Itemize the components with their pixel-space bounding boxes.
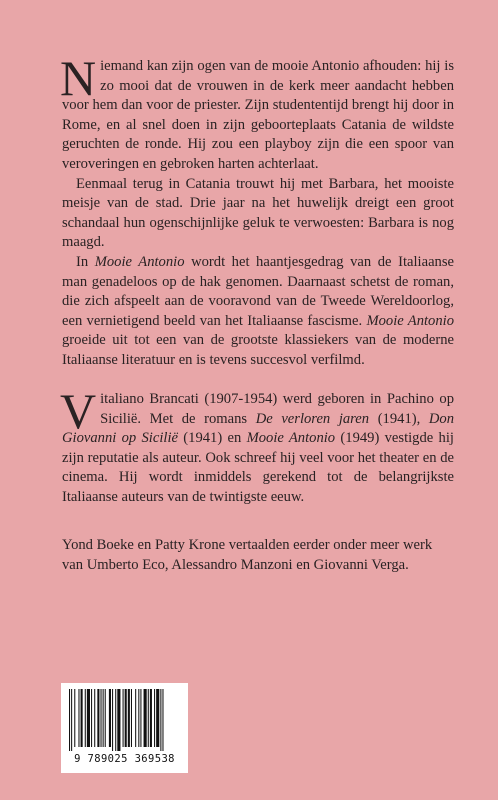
barcode-bar — [71, 689, 72, 751]
barcode-bar — [91, 689, 92, 747]
barcode-bar — [154, 689, 155, 747]
book-title-italic: Mooie Antonio — [366, 312, 454, 329]
barcode-bar — [135, 689, 136, 747]
translators-note — [62, 536, 454, 575]
barcode-bar — [131, 689, 132, 747]
author-text-d: (1949) vestigde hij zijn reputatie als auteur. Ook schreef hij veel voor het theater en de cinema. Hij wordt inmiddels gerekend tot de belangrijkste Italiaanse auteurs van de twintigste eeuw. — [62, 430, 454, 505]
barcode-bar — [105, 689, 106, 747]
barcode-bar — [112, 689, 113, 751]
barcode-bar — [97, 689, 99, 747]
barcode-bar — [150, 689, 152, 747]
barcode-bar — [87, 689, 90, 747]
barcode-bar — [81, 689, 83, 747]
barcode-bar — [125, 689, 127, 747]
drop-cap-n: N — [60, 50, 97, 106]
author-paragraph — [60, 383, 454, 508]
barcode-bar — [160, 689, 161, 751]
author-text-b: (1941), — [369, 410, 429, 427]
barcode-bar — [128, 689, 130, 747]
barcode-bar — [94, 689, 95, 747]
barcode-bar — [85, 689, 86, 747]
translators-text: Yond Boeke en Patty Krone vertaalden eerder onder meer werk van Umberto Eco, Alessandro Manzoni en Giovanni Verga. — [62, 537, 433, 573]
drop-cap-v: V — [60, 383, 97, 439]
blurb-p3-a: In — [76, 253, 95, 270]
barcode-bar — [101, 689, 102, 747]
title-mooie-antonio: Mooie Antonio — [246, 430, 336, 447]
book-title-italic: Mooie Antonio — [94, 253, 185, 270]
barcode-bar — [138, 689, 139, 747]
blurb-text — [60, 50, 454, 371]
blurb-p3-c: groeide uit tot een van de grootste klassiekers van de moderne Italiaanse literatuur en is tevens succesvol verfilmd. — [62, 332, 454, 368]
barcode-bar — [144, 689, 147, 747]
blurb-paragraph-1-text: iemand kan zijn ogen van de mooie Antonio afhouden: hij is zo mooi dat de vrouwen in de kerk meer aandacht hebben voor hem dan voor de priester. Zijn studententijd brengt hij door in Rome, en al snel doen in zijn geboorteplaats Catania de wildste geruchten de ronde. Hij zou een playboy zijn die een spoor van veroveringen en gebroken harten achterlaat. — [62, 58, 454, 172]
barcode-bar — [140, 689, 141, 747]
barcode-bar — [162, 689, 163, 751]
author-bio — [60, 383, 454, 508]
blurb-paragraph-2: Eenmaal terug in Catania trouwt hij met Barbara, het mooiste meisje van de stad. Drie jaar na het huwelijk dreigt een groot schandaal hun ogenschijnlijke geluk te verwoesten: Barbara is nog maagd. — [62, 175, 454, 251]
blurb-paragraph-3 — [62, 253, 454, 371]
author-text-c: (1941) en — [177, 430, 247, 447]
barcode-bar — [115, 689, 116, 751]
isbn-barcode — [61, 683, 188, 773]
title-don-giovanni: Don Giovanni op Sicilië — [62, 410, 454, 447]
barcode-bar — [123, 689, 124, 747]
barcode-bar — [69, 689, 70, 751]
barcode-bars — [67, 689, 182, 751]
barcode-bar — [74, 689, 75, 747]
barcode-bar — [109, 689, 111, 747]
barcode-bar — [78, 689, 79, 747]
blurb-paragraph-1 — [60, 50, 454, 175]
barcode-bar — [156, 689, 159, 747]
author-text-a: italiano Brancati (1907-1954) werd geboren in Pachino op Sicilië. Met de romans — [100, 391, 454, 427]
blurb-p3-b: wordt het haantjesgedrag van de Italiaanse man genadeloos op de hak genomen. Daarnaast schetst de roman, die zich afspeelt aan de vooravond van de Tweede Wereldoorlog, een vernietigend beeld van het Italiaanse fascisme. — [62, 253, 454, 329]
barcode-bar — [148, 689, 149, 747]
isbn-number: 9 789025 369538 — [74, 753, 175, 765]
title-de-verloren-jaren: De verloren jaren — [255, 410, 370, 427]
barcode-bar — [103, 689, 104, 747]
barcode-bar — [117, 689, 120, 751]
